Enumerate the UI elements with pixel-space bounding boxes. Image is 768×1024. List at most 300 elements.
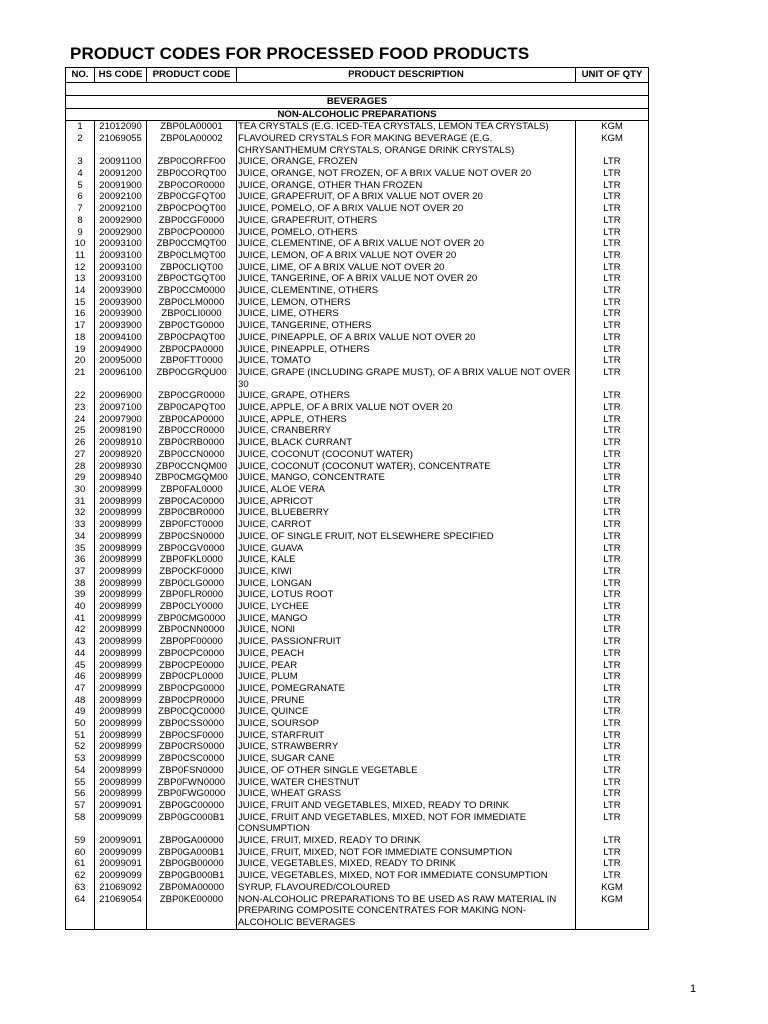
table-row [66, 730, 649, 742]
row-no: 4 [66, 168, 95, 180]
table-row [66, 227, 649, 239]
table-row [66, 578, 649, 590]
row-no: 26 [66, 437, 95, 449]
row-description: JUICE, WATER CHESTNUT [237, 777, 576, 789]
row-hs-code: 20093900 [95, 297, 147, 309]
row-no: 46 [66, 671, 95, 683]
row-no: 51 [66, 730, 95, 742]
row-no: 36 [66, 554, 95, 566]
table-row [66, 250, 649, 262]
row-product-code: ZBP0CGR0000 [147, 390, 237, 402]
row-hs-code: 20098190 [95, 425, 147, 437]
row-description: JUICE, VEGETABLES, MIXED, NOT FOR IMMEDIATE CONSUMPTION [237, 870, 576, 882]
row-product-code: ZBP0CPE0000 [147, 660, 237, 672]
row-hs-code: 20099099 [95, 847, 147, 859]
table-row [66, 847, 649, 859]
row-no: 11 [66, 250, 95, 262]
row-unit: KGM [576, 121, 649, 133]
row-unit: KGM [576, 894, 649, 930]
subsection-row [66, 108, 649, 121]
spacer-row [66, 83, 649, 96]
row-hs-code: 20092100 [95, 203, 147, 215]
row-description: JUICE, POMEGRANATE [237, 683, 576, 695]
row-product-code: ZBP0CCM0000 [147, 285, 237, 297]
row-description: JUICE, TANGERINE, OF A BRIX VALUE NOT OVER 20 [237, 273, 576, 285]
row-no: 47 [66, 683, 95, 695]
row-hs-code: 20096100 [95, 367, 147, 390]
row-unit: LTR [576, 367, 649, 390]
row-description: JUICE, APPLE, OF A BRIX VALUE NOT OVER 20 [237, 402, 576, 414]
table-row [66, 800, 649, 812]
row-hs-code: 20098999 [95, 484, 147, 496]
row-product-code: ZBP0CKF0000 [147, 566, 237, 578]
row-product-code: ZBP0CPAQT00 [147, 332, 237, 344]
row-hs-code: 20098999 [95, 706, 147, 718]
row-description: JUICE, PLUM [237, 671, 576, 683]
row-product-code: ZBP0GB000B1 [147, 870, 237, 882]
row-description: JUICE, STRAWBERRY [237, 741, 576, 753]
row-no: 44 [66, 648, 95, 660]
row-unit: LTR [576, 227, 649, 239]
row-hs-code: 20098999 [95, 507, 147, 519]
row-product-code: ZBP0CSN0000 [147, 531, 237, 543]
row-unit: KGM [576, 133, 649, 156]
table-row [66, 882, 649, 894]
row-product-code: ZBP0CSC0000 [147, 753, 237, 765]
row-product-code: ZBP0CLG0000 [147, 578, 237, 590]
row-hs-code: 20098999 [95, 777, 147, 789]
header-unit: UNIT OF QTY [576, 68, 649, 83]
row-no: 42 [66, 624, 95, 636]
row-product-code: ZBP0CAP0000 [147, 414, 237, 426]
row-description: JUICE, OF SINGLE FRUIT, NOT ELSEWHERE SPECIFIED [237, 531, 576, 543]
table-row [66, 437, 649, 449]
row-unit: LTR [576, 718, 649, 730]
row-description: JUICE, BLUEBERRY [237, 507, 576, 519]
row-description: JUICE, FRUIT, MIXED, READY TO DRINK [237, 835, 576, 847]
table-row [66, 332, 649, 344]
header-hs-code: HS CODE [95, 68, 147, 83]
row-description: JUICE, BLACK CURRANT [237, 437, 576, 449]
row-description: JUICE, PASSIONFRUIT [237, 636, 576, 648]
row-description: JUICE, POMELO, OF A BRIX VALUE NOT OVER 20 [237, 203, 576, 215]
table-row [66, 858, 649, 870]
row-no: 24 [66, 414, 95, 426]
table-row [66, 344, 649, 356]
row-description: JUICE, LIME, OTHERS [237, 308, 576, 320]
row-description: JUICE, QUINCE [237, 706, 576, 718]
table-row [66, 683, 649, 695]
row-hs-code: 20098999 [95, 566, 147, 578]
row-hs-code: 20098999 [95, 671, 147, 683]
table-row [66, 765, 649, 777]
table-row [66, 671, 649, 683]
row-product-code: ZBP0CPL0000 [147, 671, 237, 683]
row-description: JUICE, LEMON, OTHERS [237, 297, 576, 309]
table-row [66, 168, 649, 180]
row-product-code: ZBP0CPG0000 [147, 683, 237, 695]
row-no: 6 [66, 191, 95, 203]
row-hs-code: 20098999 [95, 589, 147, 601]
row-hs-code: 20094100 [95, 332, 147, 344]
row-description: JUICE, FRUIT AND VEGETABLES, MIXED, READY TO DRINK [237, 800, 576, 812]
row-no: 35 [66, 543, 95, 555]
row-no: 56 [66, 788, 95, 800]
table-row [66, 695, 649, 707]
row-no: 33 [66, 519, 95, 531]
table-row [66, 180, 649, 192]
row-description: JUICE, CRANBERRY [237, 425, 576, 437]
row-unit: LTR [576, 297, 649, 309]
table-row [66, 507, 649, 519]
row-product-code: ZBP0CTGQT00 [147, 273, 237, 285]
row-no: 2 [66, 133, 95, 156]
table-row [66, 402, 649, 414]
row-hs-code: 20098999 [95, 730, 147, 742]
row-no: 25 [66, 425, 95, 437]
row-description: JUICE, KALE [237, 554, 576, 566]
row-no: 12 [66, 262, 95, 274]
table-row [66, 519, 649, 531]
row-description: JUICE, POMELO, OTHERS [237, 227, 576, 239]
row-hs-code: 20092100 [95, 191, 147, 203]
row-unit: LTR [576, 683, 649, 695]
row-unit: LTR [576, 507, 649, 519]
row-hs-code: 20097100 [95, 402, 147, 414]
row-hs-code: 20098940 [95, 472, 147, 484]
row-hs-code: 20091100 [95, 156, 147, 168]
row-product-code: ZBP0FCT0000 [147, 519, 237, 531]
row-description: JUICE, GRAPE, OTHERS [237, 390, 576, 402]
table-row [66, 262, 649, 274]
row-unit: LTR [576, 543, 649, 555]
row-unit: LTR [576, 168, 649, 180]
table-row [66, 308, 649, 320]
row-unit: LTR [576, 355, 649, 367]
row-product-code: ZBP0CLIQT00 [147, 262, 237, 274]
row-description: JUICE, KIWI [237, 566, 576, 578]
row-unit: LTR [576, 812, 649, 835]
row-hs-code: 20096900 [95, 390, 147, 402]
row-product-code: ZBP0FSN0000 [147, 765, 237, 777]
row-hs-code: 20093100 [95, 273, 147, 285]
row-product-code: ZBP0KE00000 [147, 894, 237, 930]
row-unit: LTR [576, 519, 649, 531]
row-product-code: ZBP0CORFF00 [147, 156, 237, 168]
table-row [66, 367, 649, 390]
row-hs-code: 20092900 [95, 227, 147, 239]
row-product-code: ZBP0GA000B1 [147, 847, 237, 859]
row-unit: LTR [576, 730, 649, 742]
row-description: JUICE, WHEAT GRASS [237, 788, 576, 800]
row-unit: LTR [576, 437, 649, 449]
row-description: JUICE, STARFRUIT [237, 730, 576, 742]
row-hs-code: 20098999 [95, 624, 147, 636]
table-row [66, 718, 649, 730]
row-description: FLAVOURED CRYSTALS FOR MAKING BEVERAGE (E.G. CHRYSANTHEMUM CRYSTALS, ORANGE DRINK CRYSTALS) [237, 133, 576, 156]
row-unit: LTR [576, 390, 649, 402]
table-row [66, 238, 649, 250]
row-unit: LTR [576, 835, 649, 847]
row-unit: LTR [576, 332, 649, 344]
row-hs-code: 20093900 [95, 320, 147, 332]
row-no: 54 [66, 765, 95, 777]
row-description: JUICE, CLEMENTINE, OF A BRIX VALUE NOT OVER 20 [237, 238, 576, 250]
row-hs-code: 20098999 [95, 695, 147, 707]
section-subcategory: NON-ALCOHOLIC PREPARATIONS [66, 108, 649, 121]
row-no: 48 [66, 695, 95, 707]
row-hs-code: 20098999 [95, 519, 147, 531]
table-row [66, 835, 649, 847]
row-unit: LTR [576, 777, 649, 789]
row-product-code: ZBP0PF00000 [147, 636, 237, 648]
row-unit: LTR [576, 589, 649, 601]
row-no: 49 [66, 706, 95, 718]
row-unit: LTR [576, 203, 649, 215]
table-row [66, 589, 649, 601]
row-unit: LTR [576, 425, 649, 437]
row-product-code: ZBP0CLI0000 [147, 308, 237, 320]
row-description: JUICE, PINEAPPLE, OTHERS [237, 344, 576, 356]
row-hs-code: 20098999 [95, 613, 147, 625]
table-row [66, 753, 649, 765]
row-product-code: ZBP0CQC0000 [147, 706, 237, 718]
row-no: 14 [66, 285, 95, 297]
row-description: JUICE, LOTUS ROOT [237, 589, 576, 601]
page-number: 1 [690, 983, 697, 995]
row-product-code: ZBP0CPA0000 [147, 344, 237, 356]
table-row [66, 496, 649, 508]
row-description: JUICE, ORANGE, FROZEN [237, 156, 576, 168]
row-unit: LTR [576, 636, 649, 648]
row-unit: LTR [576, 449, 649, 461]
row-unit: LTR [576, 402, 649, 414]
section-row [66, 96, 649, 109]
row-no: 64 [66, 894, 95, 930]
row-no: 38 [66, 578, 95, 590]
row-description: JUICE, LONGAN [237, 578, 576, 590]
row-product-code: ZBP0CPO0000 [147, 227, 237, 239]
row-product-code: ZBP0GC00000 [147, 800, 237, 812]
row-no: 53 [66, 753, 95, 765]
row-hs-code: 20098999 [95, 648, 147, 660]
table-row [66, 706, 649, 718]
row-unit: LTR [576, 344, 649, 356]
row-no: 62 [66, 870, 95, 882]
row-description: JUICE, ORANGE, NOT FROZEN, OF A BRIX VALUE NOT OVER 20 [237, 168, 576, 180]
row-product-code: ZBP0CCR0000 [147, 425, 237, 437]
row-unit: KGM [576, 882, 649, 894]
row-product-code: ZBP0CPR0000 [147, 695, 237, 707]
row-hs-code: 21069092 [95, 882, 147, 894]
table-row [66, 133, 649, 156]
row-description: JUICE, LIME, OF A BRIX VALUE NOT OVER 20 [237, 262, 576, 274]
row-unit: LTR [576, 624, 649, 636]
table-row [66, 870, 649, 882]
row-description: JUICE, TANGERINE, OTHERS [237, 320, 576, 332]
table-row [66, 390, 649, 402]
row-unit: LTR [576, 800, 649, 812]
row-product-code: ZBP0CPOQT00 [147, 203, 237, 215]
row-no: 61 [66, 858, 95, 870]
row-unit: LTR [576, 531, 649, 543]
row-no: 30 [66, 484, 95, 496]
row-product-code: ZBP0GB00000 [147, 858, 237, 870]
table-row [66, 741, 649, 753]
row-no: 29 [66, 472, 95, 484]
table-row [66, 624, 649, 636]
row-unit: LTR [576, 660, 649, 672]
row-unit: LTR [576, 250, 649, 262]
row-description: JUICE, COCONUT (COCONUT WATER), CONCENTRATE [237, 461, 576, 473]
row-product-code: ZBP0CSS0000 [147, 718, 237, 730]
row-no: 43 [66, 636, 95, 648]
row-hs-code: 20098999 [95, 753, 147, 765]
row-unit: LTR [576, 191, 649, 203]
row-hs-code: 21069055 [95, 133, 147, 156]
row-hs-code: 20093900 [95, 308, 147, 320]
row-no: 21 [66, 367, 95, 390]
row-product-code: ZBP0CCN0000 [147, 449, 237, 461]
row-no: 5 [66, 180, 95, 192]
row-product-code: ZBP0CLY0000 [147, 601, 237, 613]
row-product-code: ZBP0CGFQT00 [147, 191, 237, 203]
row-unit: LTR [576, 484, 649, 496]
row-no: 45 [66, 660, 95, 672]
row-no: 28 [66, 461, 95, 473]
row-description: JUICE, PINEAPPLE, OF A BRIX VALUE NOT OVER 20 [237, 332, 576, 344]
row-unit: LTR [576, 695, 649, 707]
row-description: JUICE, SOURSOP [237, 718, 576, 730]
row-no: 50 [66, 718, 95, 730]
row-no: 31 [66, 496, 95, 508]
row-hs-code: 20098999 [95, 578, 147, 590]
table-row [66, 660, 649, 672]
row-description: JUICE, GRAPEFRUIT, OTHERS [237, 215, 576, 227]
row-unit: LTR [576, 215, 649, 227]
row-hs-code: 20098999 [95, 683, 147, 695]
row-no: 17 [66, 320, 95, 332]
row-description: JUICE, PEACH [237, 648, 576, 660]
row-unit: LTR [576, 706, 649, 718]
row-unit: LTR [576, 308, 649, 320]
row-no: 52 [66, 741, 95, 753]
row-description: JUICE, LEMON, OF A BRIX VALUE NOT OVER 20 [237, 250, 576, 262]
row-description: JUICE, CARROT [237, 519, 576, 531]
row-no: 40 [66, 601, 95, 613]
row-description: JUICE, TOMATO [237, 355, 576, 367]
table-header-row [66, 68, 649, 83]
row-product-code: ZBP0CRS0000 [147, 741, 237, 753]
table-row [66, 601, 649, 613]
header-no: NO. [66, 68, 95, 83]
row-hs-code: 20098999 [95, 765, 147, 777]
row-hs-code: 20099091 [95, 835, 147, 847]
row-unit: LTR [576, 741, 649, 753]
row-description: JUICE, MANGO [237, 613, 576, 625]
row-product-code: ZBP0CLMQT00 [147, 250, 237, 262]
row-unit: LTR [576, 847, 649, 859]
row-hs-code: 20098999 [95, 531, 147, 543]
row-unit: LTR [576, 870, 649, 882]
row-description: JUICE, OF OTHER SINGLE VEGETABLE [237, 765, 576, 777]
row-product-code: ZBP0CAPQT00 [147, 402, 237, 414]
row-description: JUICE, NONI [237, 624, 576, 636]
row-unit: LTR [576, 180, 649, 192]
table-row [66, 472, 649, 484]
row-hs-code: 20098999 [95, 496, 147, 508]
row-product-code: ZBP0CTG0000 [147, 320, 237, 332]
row-product-code: ZBP0CCMQT00 [147, 238, 237, 250]
table-row [66, 543, 649, 555]
row-product-code: ZBP0CRB0000 [147, 437, 237, 449]
table-row [66, 285, 649, 297]
row-description: JUICE, PEAR [237, 660, 576, 672]
row-unit: LTR [576, 320, 649, 332]
row-unit: LTR [576, 496, 649, 508]
row-unit: LTR [576, 472, 649, 484]
row-product-code: ZBP0GA00000 [147, 835, 237, 847]
row-product-code: ZBP0FWG0000 [147, 788, 237, 800]
row-no: 8 [66, 215, 95, 227]
row-no: 13 [66, 273, 95, 285]
row-description: JUICE, LYCHEE [237, 601, 576, 613]
row-no: 15 [66, 297, 95, 309]
row-unit: LTR [576, 648, 649, 660]
table-row [66, 203, 649, 215]
table-row [66, 648, 649, 660]
row-no: 7 [66, 203, 95, 215]
row-hs-code: 21012090 [95, 121, 147, 133]
table-row [66, 636, 649, 648]
row-no: 63 [66, 882, 95, 894]
row-unit: LTR [576, 285, 649, 297]
row-product-code: ZBP0CAC0000 [147, 496, 237, 508]
row-product-code: ZBP0CSF0000 [147, 730, 237, 742]
row-description: SYRUP, FLAVOURED/COLOURED [237, 882, 576, 894]
row-unit: LTR [576, 262, 649, 274]
row-description: JUICE, GUAVA [237, 543, 576, 555]
row-product-code: ZBP0LA00001 [147, 121, 237, 133]
table-row [66, 531, 649, 543]
row-hs-code: 20097900 [95, 414, 147, 426]
row-unit: LTR [576, 554, 649, 566]
row-hs-code: 20094900 [95, 344, 147, 356]
row-unit: LTR [576, 461, 649, 473]
row-product-code: ZBP0CGF0000 [147, 215, 237, 227]
row-description: JUICE, FRUIT AND VEGETABLES, MIXED, NOT FOR IMMEDIATE CONSUMPTION [237, 812, 576, 835]
table-row [66, 320, 649, 332]
table-row [66, 566, 649, 578]
row-product-code: ZBP0LA00002 [147, 133, 237, 156]
row-unit: LTR [576, 788, 649, 800]
row-description: JUICE, APPLE, OTHERS [237, 414, 576, 426]
table-row [66, 613, 649, 625]
row-description: NON-ALCOHOLIC PREPARATIONS TO BE USED AS RAW MATERIAL IN PREPARING COMPOSITE CONCENTRATES FOR MAKING NON-ALCOHOLIC BEVERAGES [237, 894, 576, 930]
row-product-code: ZBP0CBR0000 [147, 507, 237, 519]
row-description: JUICE, GRAPEFRUIT, OF A BRIX VALUE NOT OVER 20 [237, 191, 576, 203]
table-row [66, 812, 649, 835]
table-row [66, 425, 649, 437]
table-row [66, 297, 649, 309]
row-no: 37 [66, 566, 95, 578]
product-codes-table [65, 67, 649, 930]
row-no: 3 [66, 156, 95, 168]
row-hs-code: 20093100 [95, 262, 147, 274]
row-no: 34 [66, 531, 95, 543]
section-category: BEVERAGES [66, 96, 649, 109]
row-product-code: ZBP0CCNQM00 [147, 461, 237, 473]
